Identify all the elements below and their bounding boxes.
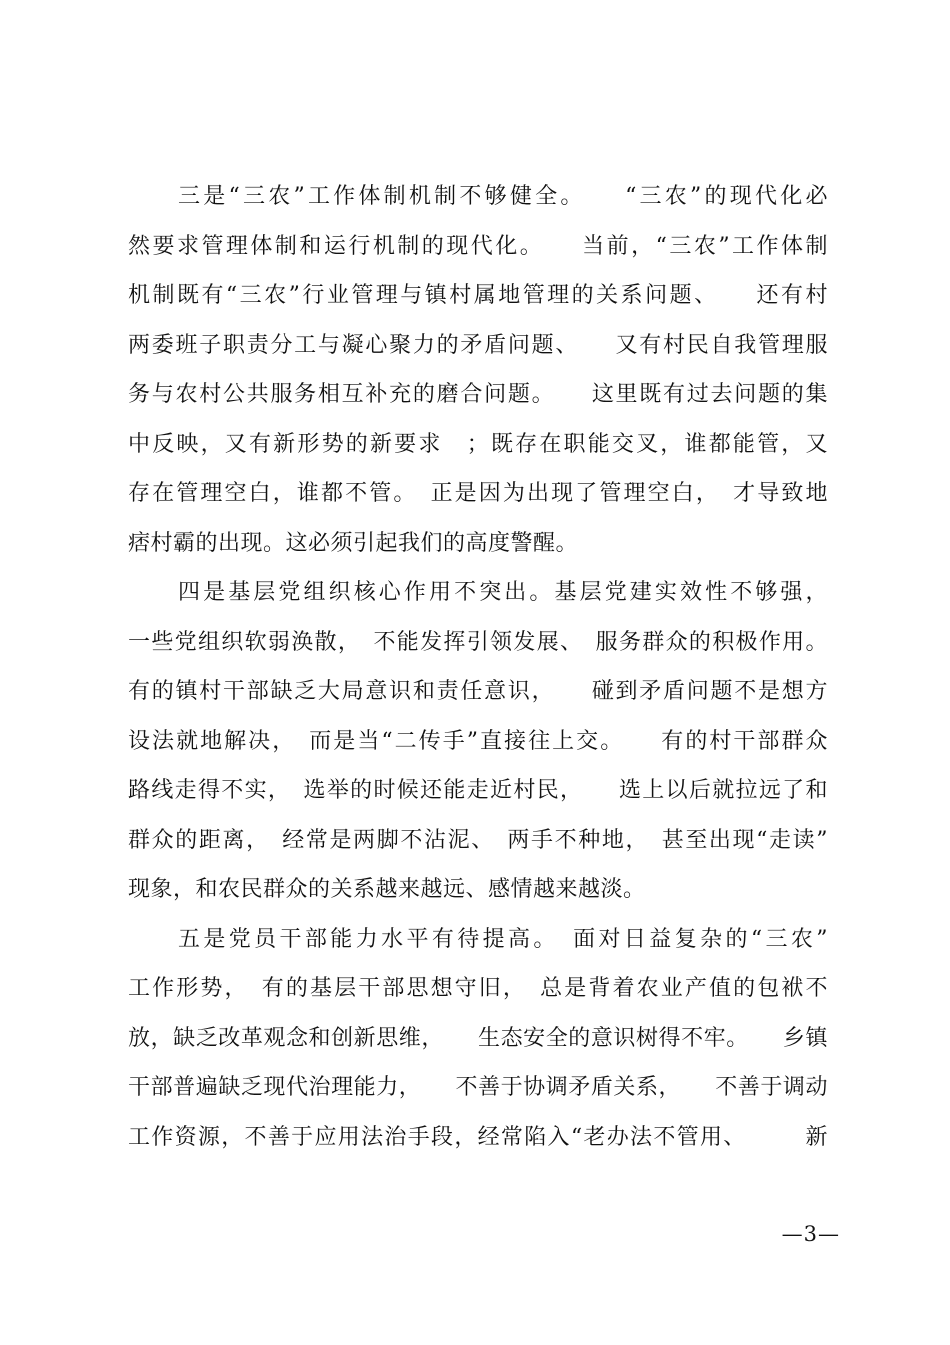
paragraph-line: 三是“三农”工作体制机制不够健全。 “三农”的现代化必 [178, 184, 828, 209]
paragraph-line: 痞村霸的出现。这必须引起我们的高度警醒。 [128, 530, 579, 556]
paragraph-line: 五是党员干部能力水平有待提高。 面对日益复杂的“三农” [178, 926, 828, 952]
paragraph-line: 放，缺乏改革观念和创新思维， 生态安全的意识树得不牢。 乡镇 [128, 1025, 828, 1051]
paragraph-line: 然要求管理体制和运行机制的现代化。 当前，“三农”工作体制 [128, 233, 828, 259]
page-number: —3— [781, 1222, 840, 1246]
paragraph-line: 两委班子职责分工与凝心聚力的矛盾问题、 又有村民自我管理服 [128, 332, 828, 358]
paragraph-line: 路线走得不实， 选举的时候还能走近村民， 选上以后就拉远了和 [128, 778, 828, 803]
paragraph-line: 干部普遍缺乏现代治理能力， 不善于协调矛盾关系， 不善于调动 [128, 1075, 828, 1100]
paragraph-line: 群众的距离， 经常是两脚不沾泥、 两手不种地， 甚至出现“走读” [128, 827, 828, 853]
paragraph-line: 中反映，又有新形势的新要求 ；既存在职能交叉，谁都能管，又 [128, 431, 828, 457]
paragraph-line: 机制既有“三农”行业管理与镇村属地管理的关系问题、 还有村 [128, 283, 828, 308]
body-text [128, 172, 828, 1162]
paragraph-line: 工作资源，不善于应用法治手段，经常陷入“老办法不管用、 新 [128, 1124, 828, 1150]
paragraph-line: 设法就地解决， 而是当“二传手”直接往上交。 有的村干部群众 [128, 728, 828, 754]
paragraph-line: 一些党组织软弱涣散， 不能发挥引领发展、 服务群众的积极作用。 [128, 629, 828, 655]
paragraph-line: 存在管理空白，谁都不管。 正是因为出现了管理空白， 才导致地 [128, 481, 828, 506]
paragraph-line: 工作形势， 有的基层干部思想守旧， 总是背着农业产值的包袱不 [128, 976, 828, 1001]
paragraph-line: 四是基层党组织核心作用不突出。基层党建实效性不够强， [178, 580, 828, 605]
paragraph-line: 务与农村公共服务相互补充的磨合问题。 这里既有过去问题的集 [128, 382, 828, 407]
paragraph-line: 现象，和农民群众的关系越来越远、感情越来越淡。 [128, 877, 646, 902]
paragraph-line: 有的镇村干部缺乏大局意识和责任意识， 碰到矛盾问题不是想方 [128, 679, 828, 704]
